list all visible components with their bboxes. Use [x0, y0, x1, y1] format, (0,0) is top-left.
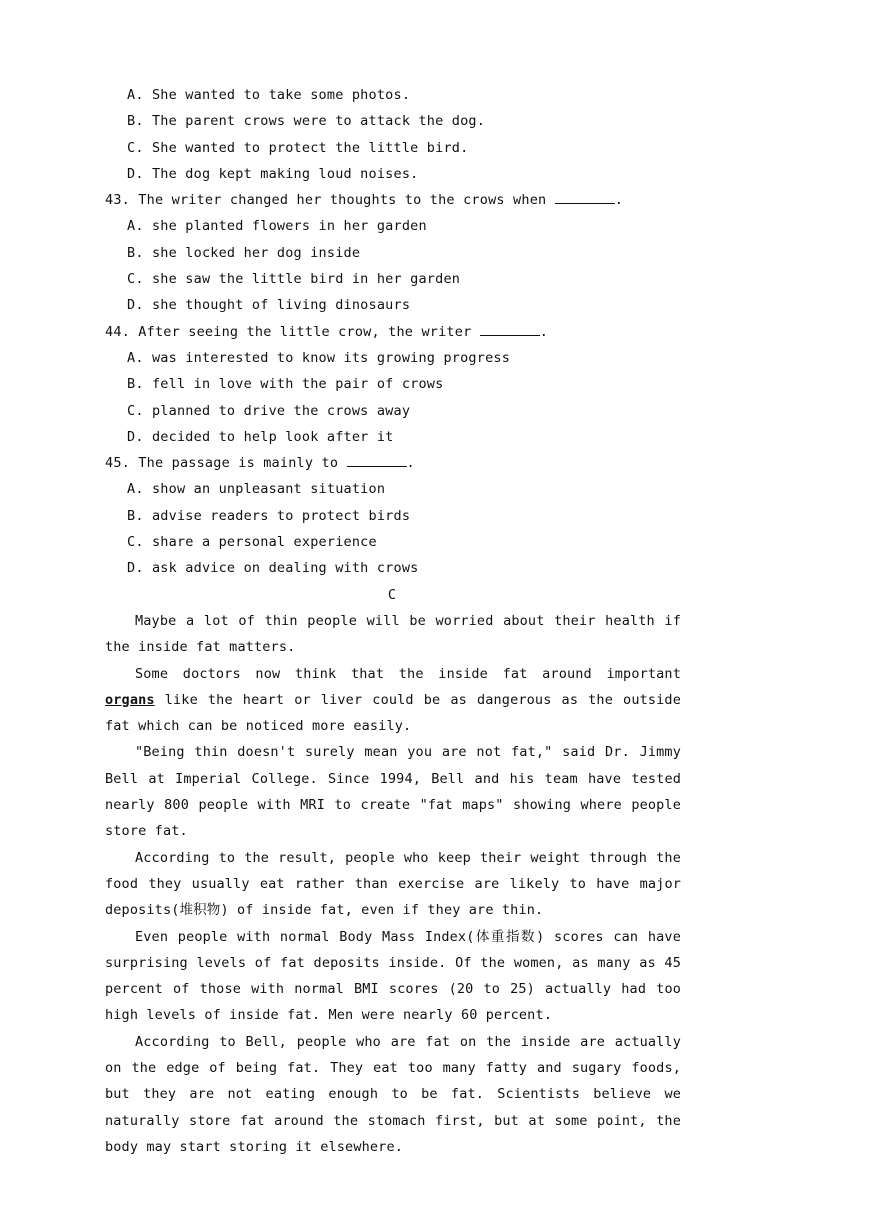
q44-stem-end: .: [539, 323, 549, 340]
q44-option-b: B. fell in love with the pair of crows: [127, 376, 444, 393]
q43-option-d: D. she thought of living dinosaurs: [127, 297, 411, 314]
q43-option-c: C. she saw the little bird in her garden: [127, 271, 461, 288]
passage-paragraph-2-before: Some doctors now think that the inside fat around important: [135, 665, 681, 682]
q43-option-b: B. she locked her dog inside: [127, 244, 361, 261]
q44-option-c: C. planned to drive the crows away: [127, 402, 411, 419]
section-heading: C: [387, 586, 397, 603]
q45-answer-blank: [347, 452, 407, 467]
q44-answer-blank: [480, 321, 540, 336]
passage-paragraph-6: According to Bell, people who are fat on the inside are actually on the edge of being fat. They eat too many fatty and sugary foods, but they are not eating enough to be fat. Scientists believe we naturally store fat around the stomach first, but at some point, the body may start storing it elsewhere.: [105, 1033, 681, 1155]
q42-option-a: A. She wanted to take some photos.: [127, 87, 411, 103]
passage-paragraph-1: Maybe a lot of thin people will be worried about their health if the inside fat matters.: [105, 612, 681, 656]
highlighted-keyword: organs: [105, 691, 155, 708]
q45-option-d: D. ask advice on dealing with crows: [127, 560, 419, 577]
passage-paragraph-2-after: like the heart or liver could be as dangerous as the outside fat which can be noticed more easily.: [105, 691, 681, 735]
q43-answer-blank: [555, 189, 615, 204]
q43-stem-text: 43. The writer changed her thoughts to the crows when: [105, 192, 555, 209]
q42-option-d: D. The dog kept making loud noises.: [127, 165, 419, 182]
q45-stem-end: .: [406, 455, 415, 472]
q44-option-a: A. was interested to know its growing progress: [127, 349, 511, 366]
q43-option-a: A. she planted flowers in her garden: [127, 218, 427, 235]
q44-stem: [105, 319, 681, 345]
passage-paragraph-5: Even people with normal Body Mass Index(体重指数) scores can have surprising levels of fat deposits inside. Of the women, as many as 45 percent of those with normal BMI scores (20 to 25) actually had too high levels of inside fat. Men were nearly 60 percent.: [105, 928, 681, 1024]
q42-option-b: B. The parent crows were to attack the dog.: [127, 113, 486, 130]
passage-paragraph-4: According to the result, people who keep their weight through the food they usually eat rather than exercise are likely to have major deposits(堆积物) of inside fat, even if they are thin.: [105, 849, 681, 919]
q43-stem-end: .: [614, 192, 624, 209]
document-content: [105, 82, 681, 1160]
q43-stem: [105, 187, 681, 213]
passage-paragraph-2: [105, 661, 681, 740]
passage-paragraph-3: "Being thin doesn't surely mean you are not fat," said Dr. Jimmy Bell at Imperial College. Since 1994, Bell and his team have tested nearly 800 people with MRI to create "fat maps" showing where people store fat.: [105, 744, 681, 840]
q45-stem-text: 45. The passage is mainly to: [105, 455, 347, 472]
q44-stem-text: 44. After seeing the little crow, the writer: [105, 323, 480, 340]
q45-stem: [105, 450, 681, 476]
q45-option-b: B. advise readers to protect birds: [127, 507, 411, 524]
q45-option-a: A. show an unpleasant situation: [127, 481, 386, 498]
q44-option-d: D. decided to help look after it: [127, 428, 394, 445]
q45-option-c: C. share a personal experience: [127, 534, 377, 551]
q42-option-c: C. She wanted to protect the little bird.: [127, 139, 469, 156]
